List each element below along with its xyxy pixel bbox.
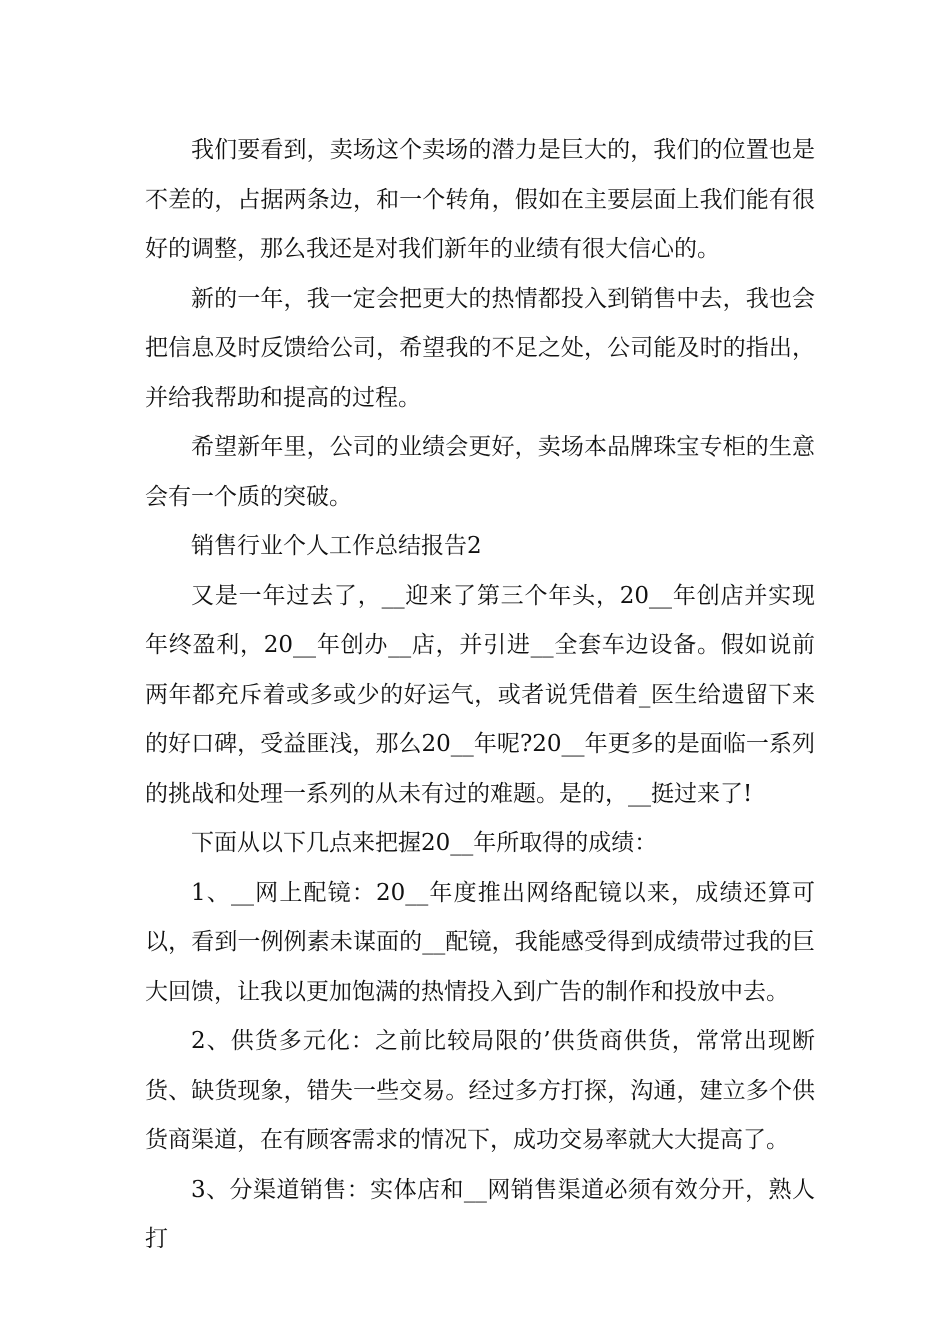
paragraph: 又是一年过去了，__迎来了第三个年头，20__年创店并实现年终盈利，20__年创办__店，并引进__全套车边设备。假如说前两年都充斥着或多或少的好运气，或者说凭借着_医生给遗留下来的好口碑，受益匪浅，那么20__年呢?20__年更多的是面临一系列的挑战和处理一系列的从未有过的难题。是的，__挺过来了! bbox=[145, 582, 815, 807]
paragraph: 希望新年里，公司的业绩会更好，卖场本品牌珠宝专柜的生意会有一个质的突破。 bbox=[145, 434, 815, 510]
paragraph: 新的一年，我一定会把更大的热情都投入到销售中去，我也会把信息及时反馈给公司，希望我的不足之处，公司能及时的指出，并给我帮助和提高的过程。 bbox=[145, 285, 815, 411]
paragraph: 我们要看到，卖场这个卖场的潜力是巨大的，我们的位置也是不差的，占据两条边，和一个转角，假如在主要层面上我们能有很好的调整，那么我还是对我们新年的业绩有很大信心的。 bbox=[145, 137, 815, 262]
list-item: 2、供货多元化：之前比较局限的’供货商供货，常常出现断货、缺货现象，错失一些交易。经过多方打探，沟通，建立多个供货商渠道，在有顾客需求的情况下，成功交易率就大大提高了。 bbox=[145, 1028, 815, 1153]
section-heading: 销售行业个人工作总结报告2 bbox=[191, 533, 482, 559]
paragraph: 下面从以下几点来把握20__年所取得的成绩： bbox=[191, 830, 658, 856]
list-item: 1、__网上配镜：20__年度推出网络配镜以来，成绩还算可以，看到一例例素未谋面的__配镜，我能感受得到成绩带过我的巨大回馈，让我以更加饱满的热情投入到广告的制作和投放中去。 bbox=[145, 879, 815, 1005]
list-item: 3、分渠道销售：实体店和__网销售渠道必须有效分开，熟人打 bbox=[145, 1176, 815, 1252]
document-body bbox=[145, 126, 815, 1265]
